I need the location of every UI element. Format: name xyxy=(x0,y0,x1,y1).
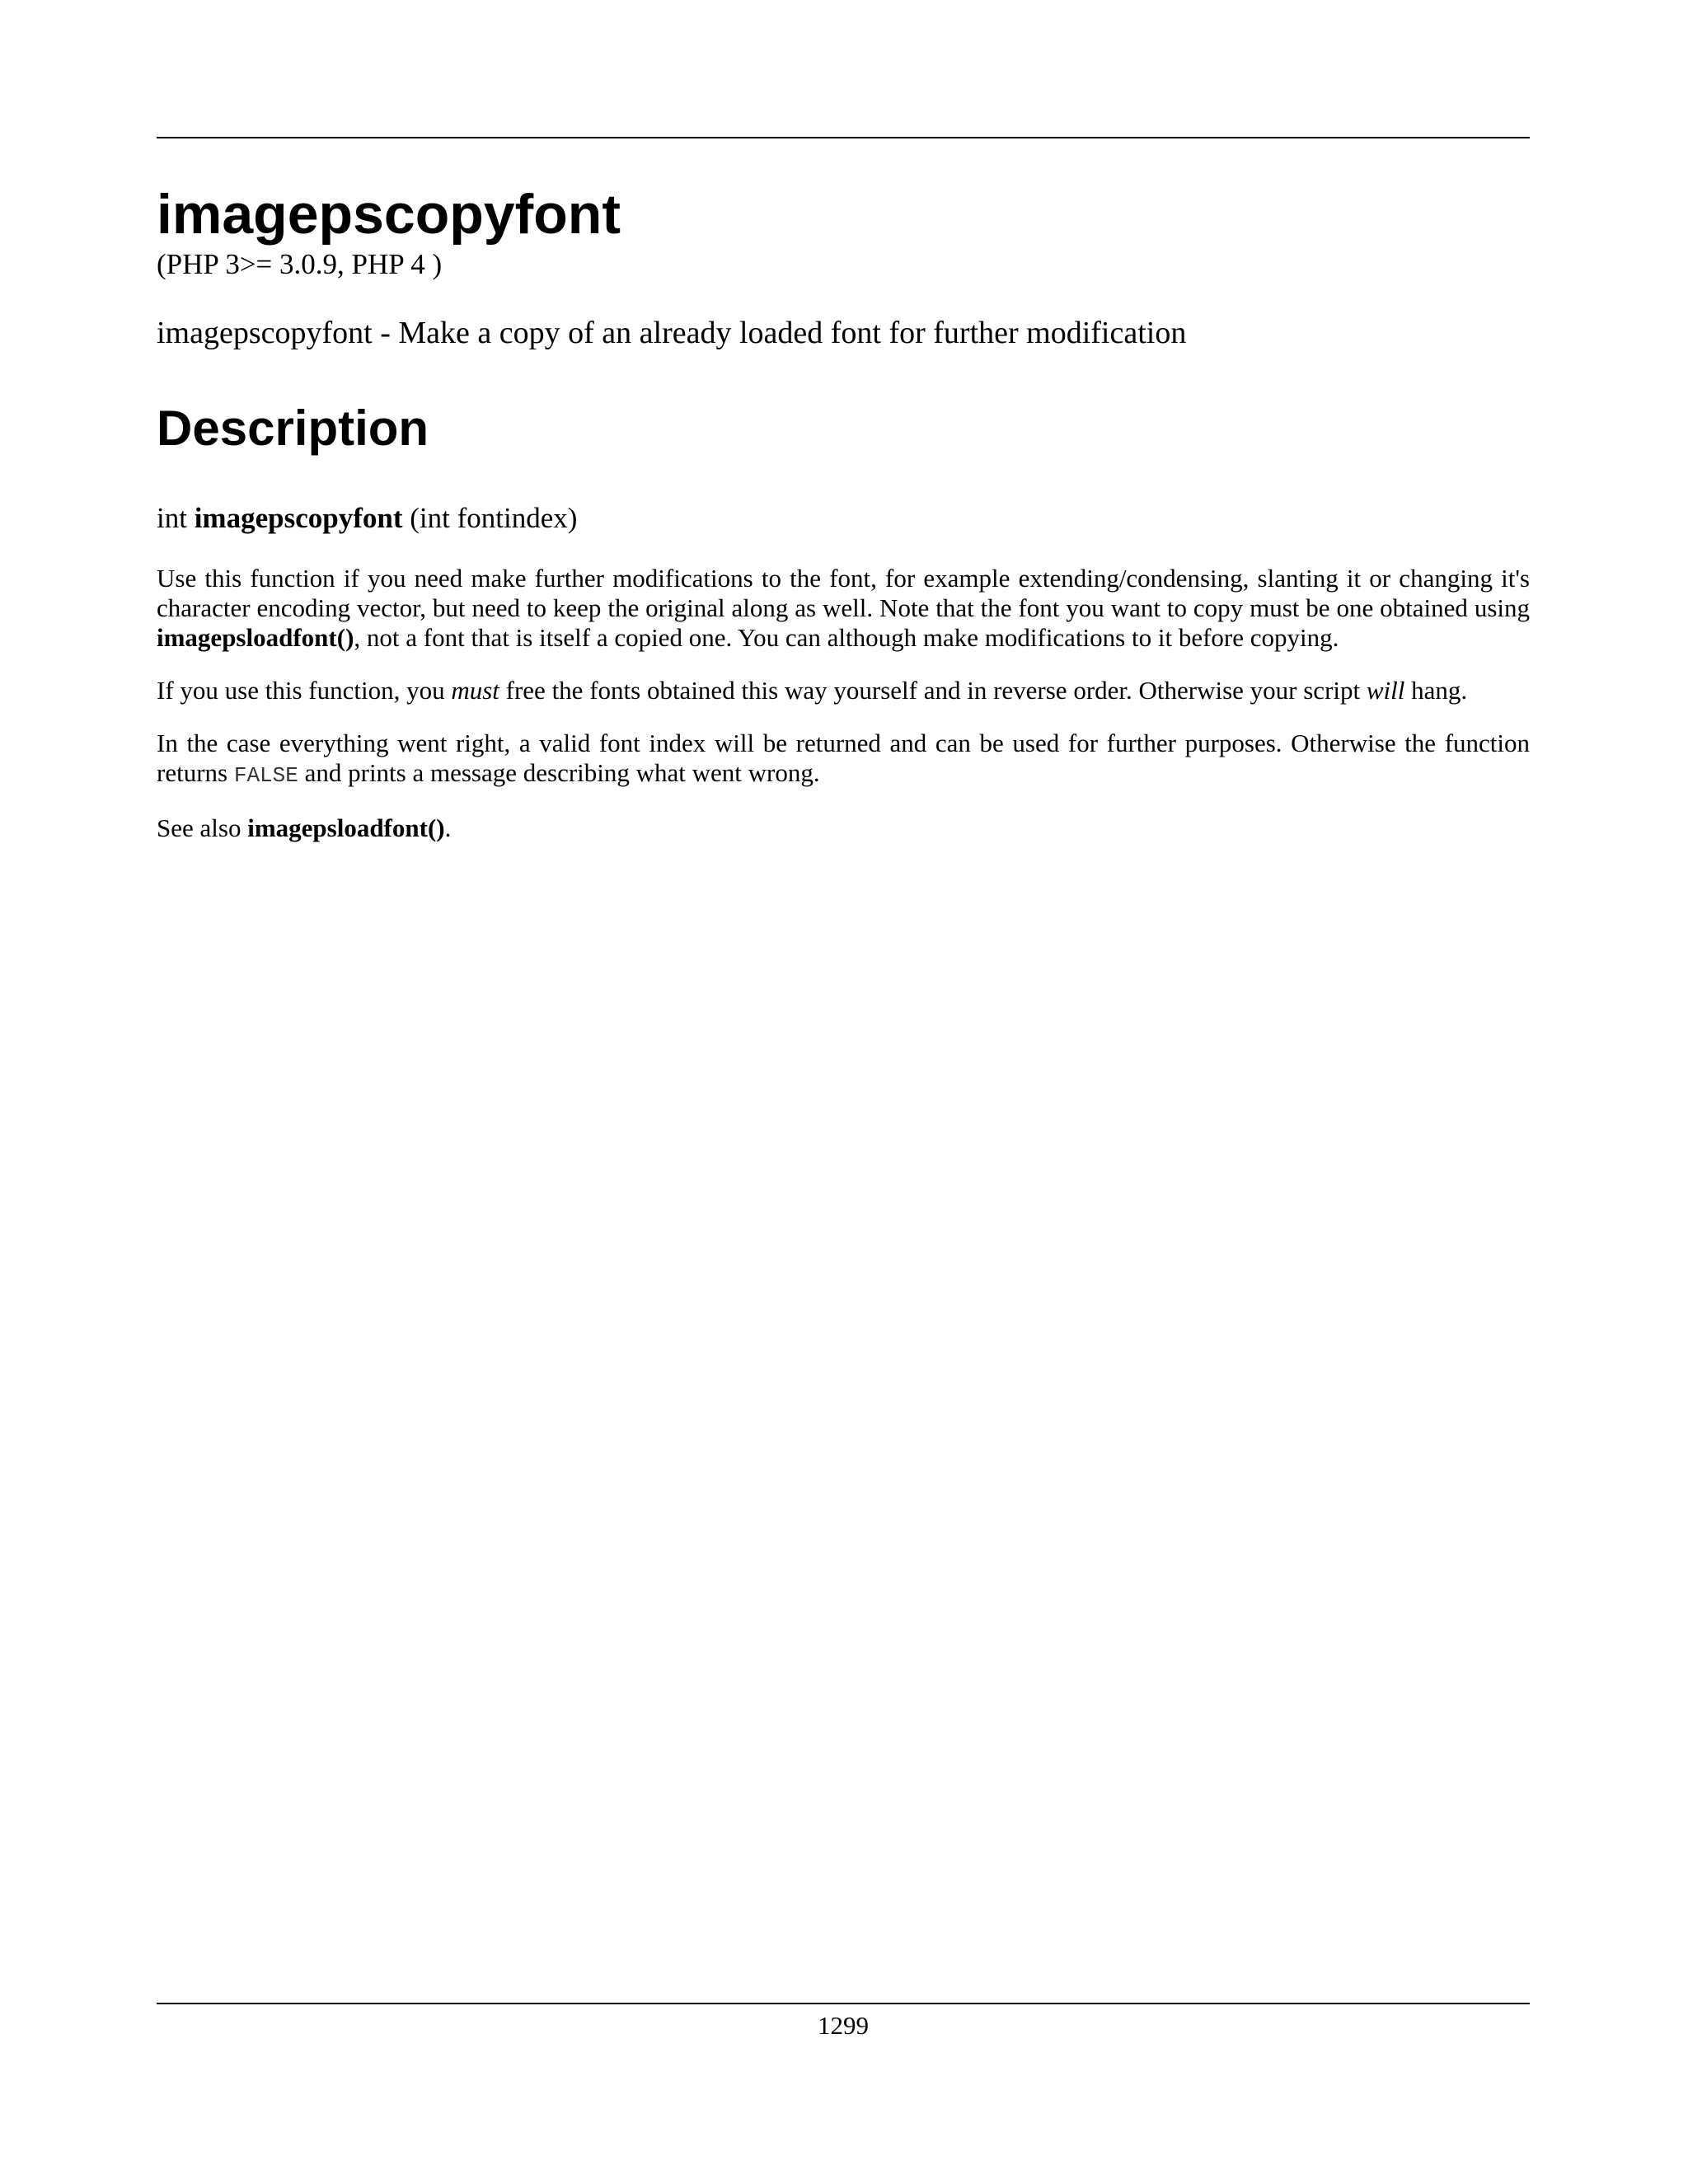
document-page xyxy=(157,0,1530,2184)
text-span: and prints a message describing what went wrong. xyxy=(298,757,820,787)
constant-false: FALSE xyxy=(233,762,298,788)
see-also-link-imagepsloadfont[interactable]: imagepsloadfont() xyxy=(247,813,445,842)
function-link-imagepsloadfont[interactable]: imagepsloadfont() xyxy=(157,622,354,652)
function-synopsis xyxy=(157,501,1530,536)
function-name: imagepscopyfont xyxy=(194,501,403,534)
ref-purpose: imagepscopyfont - Make a copy of an already loaded font for further modification xyxy=(157,316,1187,350)
function-params: (int fontindex) xyxy=(410,501,578,534)
page-number: 1299 xyxy=(818,2011,869,2040)
text-span: . xyxy=(444,813,452,842)
text-span: free the fonts obtained this way yourself and in reverse order. Otherwise your script xyxy=(499,675,1367,705)
page-title: imagepscopyfont xyxy=(157,183,621,246)
text-span: If you use this function, you xyxy=(157,675,452,705)
paragraph-warning xyxy=(157,676,1530,705)
text-span: , not a font that is itself a copied one. You can although make modifications to it before copying. xyxy=(354,622,1339,652)
section-heading-description: Description xyxy=(157,400,429,456)
text-span: In the case everything went right, a valid font index will be returned and can be used for further purposes. Otherwise the function returns xyxy=(157,728,1530,787)
version-info: (PHP 3>= 3.0.9, PHP 4 ) xyxy=(157,248,443,280)
text-span: Use this function if you need make further modifications to the font, for example extending/condensing, slanting it or changing it's character encoding vector, but need to keep the original along as well. Note that the font you want to copy must be one obtained using xyxy=(157,563,1530,622)
return-type: int xyxy=(157,501,187,534)
emphasis-will: will xyxy=(1366,675,1405,705)
emphasis-must: must xyxy=(451,675,499,705)
paragraph-usage xyxy=(157,564,1530,653)
text-span: See also xyxy=(157,813,248,842)
text-span: hang. xyxy=(1404,675,1468,705)
paragraph-see-also xyxy=(157,813,1530,843)
footer-rule xyxy=(157,2003,1530,2004)
paragraph-return-value xyxy=(157,729,1530,790)
page-content xyxy=(157,183,1530,843)
header-rule xyxy=(157,137,1530,138)
